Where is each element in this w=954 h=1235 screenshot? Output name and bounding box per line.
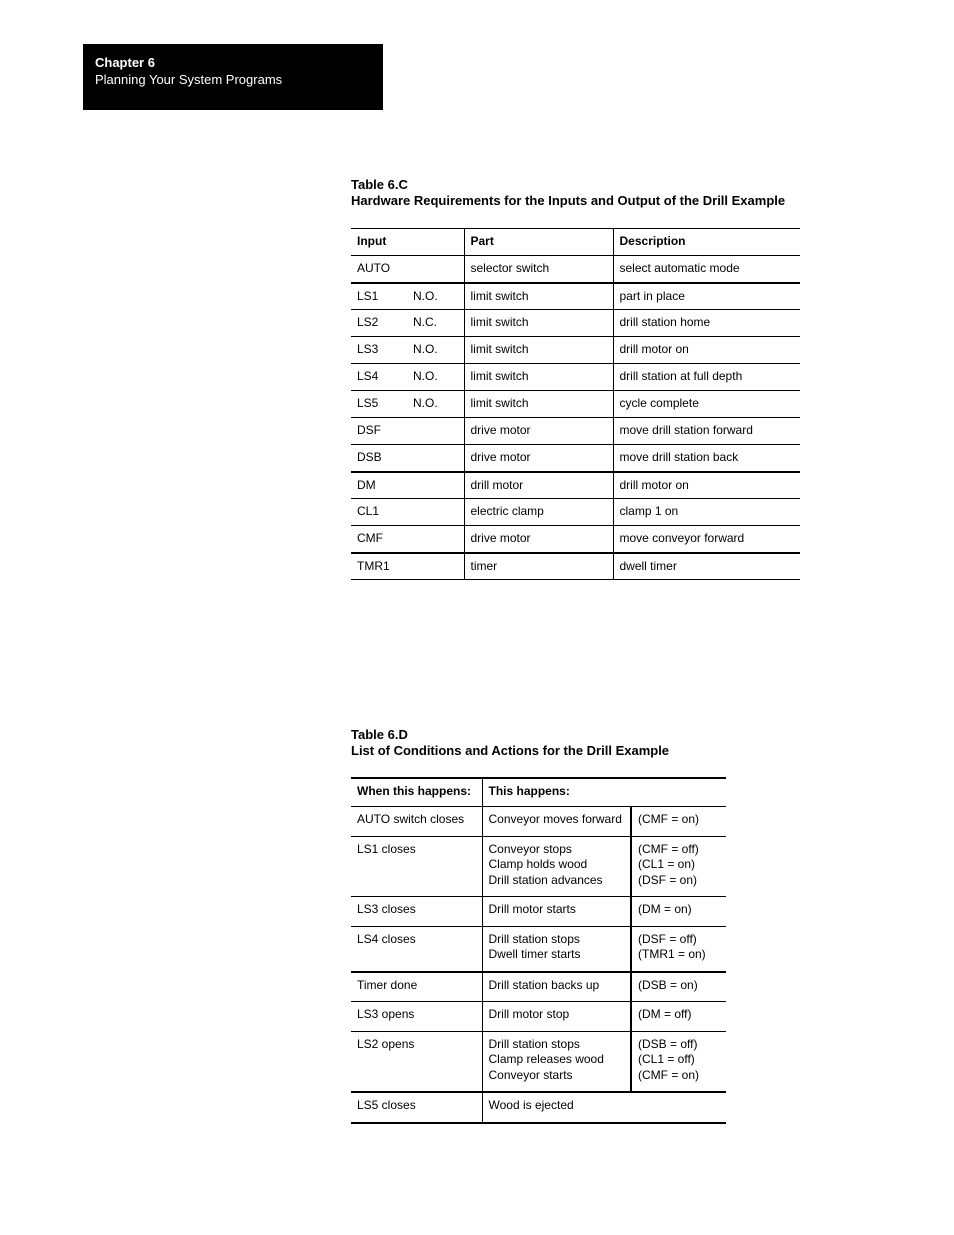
table-row bbox=[351, 526, 800, 553]
table-row bbox=[351, 310, 800, 337]
state-cell: (CMF = off) (CL1 = on) (DSF = on) bbox=[631, 836, 726, 897]
input-id: LS5 bbox=[357, 396, 379, 410]
table-row bbox=[351, 972, 726, 1002]
column-header-input: Input bbox=[351, 229, 464, 256]
table-row bbox=[351, 445, 800, 472]
state-cell: (DSB = off) (CL1 = off) (CMF = on) bbox=[631, 1031, 726, 1092]
description-cell: drill motor on bbox=[613, 337, 800, 364]
action-cell: Drill motor stop bbox=[482, 1002, 631, 1032]
chapter-title: Planning Your System Programs bbox=[95, 72, 283, 87]
description-cell: part in place bbox=[613, 283, 800, 310]
column-header-description: Description bbox=[613, 229, 800, 256]
state-cell: (DM = off) bbox=[631, 1002, 726, 1032]
part-cell: limit switch bbox=[464, 364, 613, 391]
contact-type: N.O. bbox=[413, 342, 438, 356]
table-row bbox=[351, 897, 726, 927]
description-cell: cycle complete bbox=[613, 391, 800, 418]
condition-cell: LS4 closes bbox=[351, 926, 482, 972]
column-header-part: Part bbox=[464, 229, 613, 256]
state-cell: (DSB = on) bbox=[631, 972, 726, 1002]
part-cell: timer bbox=[464, 553, 613, 580]
contact-type: N.C. bbox=[413, 315, 437, 329]
input-cell bbox=[351, 364, 464, 391]
state-cell: (DSF = off) (TMR1 = on) bbox=[631, 926, 726, 972]
input-id: LS4 bbox=[357, 369, 379, 383]
action-cell: Wood is ejected bbox=[482, 1092, 726, 1123]
action-cell: Drill station backs up bbox=[482, 972, 631, 1002]
input-cell bbox=[351, 418, 464, 445]
part-cell: drive motor bbox=[464, 526, 613, 553]
table-row bbox=[351, 1031, 726, 1092]
input-id: CL1 bbox=[357, 504, 380, 518]
input-id: LS2 bbox=[357, 315, 379, 329]
table-row bbox=[351, 807, 726, 837]
table-header-row bbox=[351, 778, 726, 807]
input-id: CMF bbox=[357, 531, 383, 545]
input-id: DM bbox=[357, 477, 376, 492]
input-id: LS3 bbox=[357, 342, 379, 356]
contact-type: N.O. bbox=[413, 288, 438, 303]
column-header-this-happens: This happens: bbox=[482, 778, 726, 807]
table-row bbox=[351, 1092, 726, 1123]
input-cell bbox=[351, 391, 464, 418]
description-cell: drill motor on bbox=[613, 472, 800, 499]
table-header-row bbox=[351, 229, 800, 256]
input-cell bbox=[351, 256, 464, 283]
part-cell: limit switch bbox=[464, 391, 613, 418]
description-cell: drill station at full depth bbox=[613, 364, 800, 391]
table-d-caption bbox=[351, 727, 669, 759]
table-row bbox=[351, 926, 726, 972]
table-row bbox=[351, 391, 800, 418]
input-id: LS1 bbox=[357, 288, 379, 303]
table-d-title: List of Conditions and Actions for the Drill Example bbox=[351, 743, 670, 758]
input-cell bbox=[351, 445, 464, 472]
table-d-label: Table 6.D bbox=[351, 727, 408, 742]
condition-cell: LS2 opens bbox=[351, 1031, 482, 1092]
description-cell: move drill station forward bbox=[613, 418, 800, 445]
contact-type: N.O. bbox=[413, 369, 438, 383]
state-cell: (CMF = on) bbox=[631, 807, 726, 837]
input-cell bbox=[351, 526, 464, 553]
table-c-label: Table 6.C bbox=[351, 177, 408, 192]
column-header-when: When this happens: bbox=[351, 778, 482, 807]
table-row bbox=[351, 337, 800, 364]
input-cell bbox=[351, 472, 464, 499]
hardware-requirements-table bbox=[351, 228, 800, 580]
table-c-title: Hardware Requirements for the Inputs and Output of the Drill Example bbox=[351, 193, 786, 208]
description-cell: move conveyor forward bbox=[613, 526, 800, 553]
condition-cell: LS1 closes bbox=[351, 836, 482, 897]
input-cell bbox=[351, 337, 464, 364]
part-cell: selector switch bbox=[464, 256, 613, 283]
condition-cell: LS3 opens bbox=[351, 1002, 482, 1032]
part-cell: drive motor bbox=[464, 418, 613, 445]
part-cell: drill motor bbox=[464, 472, 613, 499]
action-cell: Conveyor stops Clamp holds wood Drill station advances bbox=[482, 836, 631, 897]
input-id: DSF bbox=[357, 423, 381, 437]
input-id: TMR1 bbox=[357, 558, 390, 573]
part-cell: electric clamp bbox=[464, 499, 613, 526]
table-row bbox=[351, 1002, 726, 1032]
state-cell: (DM = on) bbox=[631, 897, 726, 927]
description-cell: drill station home bbox=[613, 310, 800, 337]
action-cell: Conveyor moves forward bbox=[482, 807, 631, 837]
input-cell bbox=[351, 283, 464, 310]
condition-cell: LS5 closes bbox=[357, 1098, 416, 1112]
description-cell: move drill station back bbox=[613, 445, 800, 472]
table-c-caption bbox=[351, 177, 785, 209]
table-row bbox=[351, 553, 800, 580]
table-row bbox=[351, 256, 800, 283]
contact-type: N.O. bbox=[413, 396, 438, 410]
part-cell: limit switch bbox=[464, 310, 613, 337]
conditions-actions-table bbox=[351, 777, 726, 1124]
table-row bbox=[351, 499, 800, 526]
description-cell: dwell timer bbox=[613, 553, 800, 580]
description-cell: select automatic mode bbox=[613, 256, 800, 283]
table-row bbox=[351, 364, 800, 391]
input-cell bbox=[351, 310, 464, 337]
condition-cell: AUTO switch closes bbox=[351, 807, 482, 837]
table-row bbox=[351, 836, 726, 897]
action-cell: Drill motor starts bbox=[482, 897, 631, 927]
chapter-label: Chapter 6 bbox=[95, 55, 155, 70]
input-id: DSB bbox=[357, 450, 382, 464]
input-cell bbox=[351, 553, 464, 580]
part-cell: drive motor bbox=[464, 445, 613, 472]
part-cell: limit switch bbox=[464, 283, 613, 310]
description-cell: clamp 1 on bbox=[613, 499, 800, 526]
condition-cell: Timer done bbox=[351, 972, 482, 1002]
input-id: AUTO bbox=[357, 261, 391, 275]
table-row bbox=[351, 283, 800, 310]
action-cell: Drill station stops Clamp releases wood Conveyor starts bbox=[482, 1031, 631, 1092]
part-cell: limit switch bbox=[464, 337, 613, 364]
chapter-header bbox=[83, 44, 383, 110]
input-cell bbox=[351, 499, 464, 526]
condition-cell: LS3 closes bbox=[351, 897, 482, 927]
table-row bbox=[351, 418, 800, 445]
action-cell: Drill station stops Dwell timer starts bbox=[482, 926, 631, 972]
table-row bbox=[351, 472, 800, 499]
